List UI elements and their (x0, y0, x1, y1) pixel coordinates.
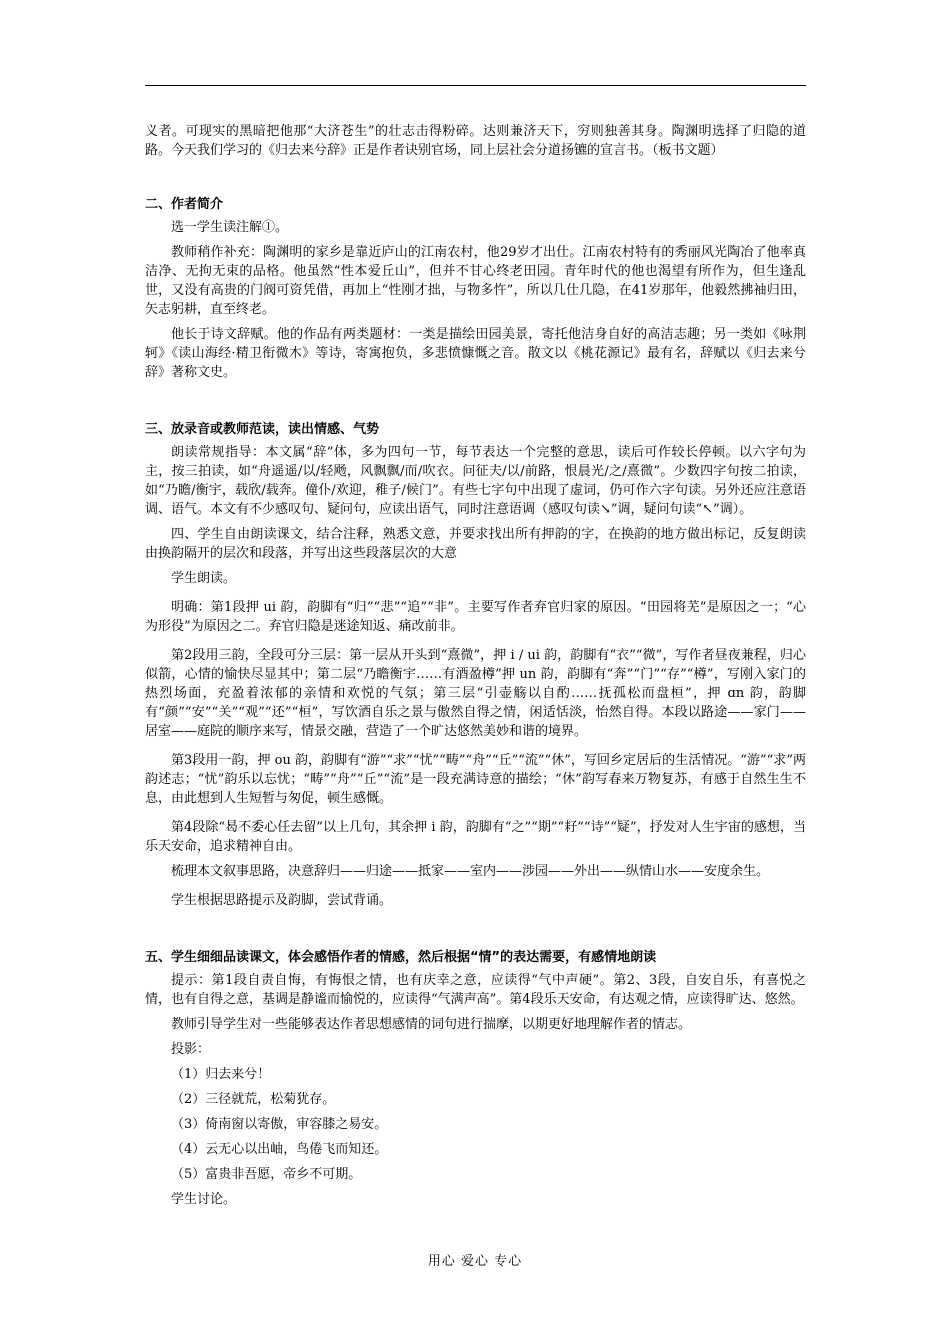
paragraph: 提示：第1段自责自悔，有悔恨之情，也有庆幸之意，应读得“气中声硬”。第2、3段，自安自乐，有喜悦之情，也有自得之意，基调是静谧而愉悦的，应读得“气满声高”。第4段乐天安命，有达观之情，应读得旷达、悠然。 (145, 973, 806, 1007)
paragraph: 学生根据思路提示及韵脚，尝试背诵。 (171, 893, 393, 908)
section-heading-3: 三、放录音或教师范读，读出情感、气势 (145, 422, 380, 437)
list-item: （3）倚南窗以寄傲，审容膝之易安。 (171, 1117, 388, 1132)
paragraph: 教师稍作补充：陶渊明的家乡是靠近庐山的江南农村，他29岁才出仕。江南农村特有的秀丽风光陶冶了他率真洁净、无拘无束的品格。他虽然“性本爱丘山”，但并不甘心终老田园。青年时代的他也渴望有所作为，但生逢乱世，又没有高贵的门阀可资凭借，再加上“性刚才拙，与物多忤”，所以几仕几隐，在41岁那年，他毅然拂袖归田，矢志躬耕，直至终老。 (145, 245, 806, 317)
paragraph: 梳理本文叙事思路，决意辞归——归途——抵家——室内——涉园——外出——纵情山水——安度余生。 (171, 864, 770, 879)
paragraph: 第2段用三韵，全段可分三层：第一层从开头到“熹微”，押 i / ui 韵，韵脚有“衣”“微”，写作者昼夜兼程，归心似箭，心情的愉快尽显其中；第二层“乃瞻衡宇……有酒盈樽”押 un 韵，韵脚有“奔”“门”“存”“樽”，写刚入家门的热烈场面，充盈着浓郁的亲情和欢悦的气氛；第三层“引壶觞以自酌……抚孤松而盘桓”，押 ɑn 韵，韵脚有“颜”“安”“关”“观”“还”“桓”，写饮酒自乐之景与傲然自得之情，闲适恬淡，怡然自得。本段以路途——家门——居室——庭院的顺序来写，情景交融，营造了一个旷达悠然美妙和谐的境界。 (145, 648, 806, 739)
paragraph: 四、学生自由朗读课文，结合注释，熟悉文意，并要求找出所有押韵的字，在换韵的地方做出标记，反复朗读由换韵隔开的层次和段落，并写出这些段落层次的大意 (145, 527, 806, 561)
list-item: （4）云无心以出岫，鸟倦飞而知还。 (171, 1142, 388, 1157)
paragraph: 第3段用一韵，押 ou 韵，韵脚有“游”“求”“忧”“畴”“舟”“丘”“流”“休”，写回乡定居后的生活情况。“游”“求”两韵述志；“忧”韵乐以忘忧；“畴”“舟”“丘”“流”是一段充满诗意的描绘；“休”韵写春来万物复苏，有感于自然生生不息，由此想到人生短暂与匆促，顿生感慨。 (145, 753, 806, 806)
paragraph: 第4段除“曷不委心任去留”以上几句，其余押 i 韵，韵脚有“之”“期”“耔”“诗”“疑”，抒发对人生宇宙的感想，当乐天安命，追求精神自由。 (145, 820, 806, 854)
header-rule (145, 85, 806, 86)
paragraph: 学生讨论。 (171, 1192, 237, 1207)
section-heading-5: 五、学生细细品读课文，体会感悟作者的情感，然后根据“情”的表达需要，有感情地朗读 (145, 950, 657, 965)
section-heading-2: 二、作者简介 (145, 197, 224, 212)
list-item: （2）三径就荒，松菊犹存。 (171, 1092, 336, 1107)
paragraph: 朗读常规指导：本文属“辞”体，多为四句一节，每节表达一个完整的意思，读后可作较长停顿。以六字句为主，按三拍读，如“舟遥遥/以/轻飏，风飘飘/而/吹衣。问征夫/以/前路，恨晨光/之/熹微”。少数四字句按二拍读，如“乃瞻/衡宇，载欣/载奔。僮仆/欢迎，稚子/候门”。有些七字句中出现了虚词，仍可作六字句读。另外还应注意语调、语气。本文有不少感叹句、疑问句，应读出语气，同时注意语调（感叹句读↘”调，疑问句读“↖”调）。 (145, 445, 806, 517)
paragraph: 教师引导学生对一些能够表达作者思想感情的词句进行揣摩，以期更好地理解作者的情志。 (171, 1017, 692, 1032)
paragraph: 投影： (171, 1042, 211, 1057)
paragraph: 他长于诗文辞赋。他的作品有两类题材：一类是描绘田园美景，寄托他洁身自好的高洁志趣；另一类如《咏荆轲》《读山海经·精卫衔微木》等诗，寄寓抱负，多悲愤慷慨之音。散文以《桃花源记》最有名，辞赋以《归去来兮辞》著称文史。 (145, 327, 806, 380)
document-body (145, 122, 806, 1209)
list-item: （1）归去来兮！ (171, 1067, 271, 1082)
paragraph: 学生朗读。 (171, 571, 237, 586)
intro-paragraph: 义者。可现实的黑暗把他那“大济苍生”的壮志击得粉碎。达则兼济天下，穷则独善其身。陶渊明选择了归隐的道路。今天我们学习的《归去来兮辞》正是作者诀别官场，同上层社会分道扬镳的宣言书。（板书文题） (145, 124, 806, 158)
list-item: （5）富贵非吾愿，帝乡不可期。 (171, 1167, 362, 1182)
page-footer: 用心 爱心 专心 (427, 1254, 523, 1269)
paragraph: 明确：第1段押 ui 韵，韵脚有“归”“悲”“追”“非”。主要写作者弃官归家的原因。“田园将芜”是原因之一；“心为形役”为原因之二。弃官归隐是迷途知返、痛改前非。 (145, 600, 806, 634)
paragraph: 选一学生读注解①。 (171, 220, 289, 235)
